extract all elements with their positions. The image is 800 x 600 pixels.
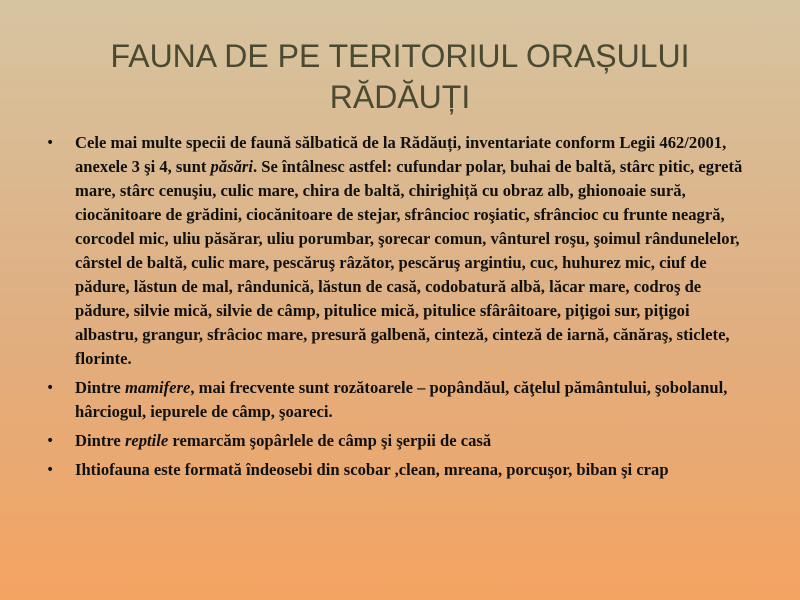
slide-title [40, 36, 760, 118]
title-line-2: RĂDĂUȚI [329, 79, 471, 115]
bullet-icon: • [46, 135, 55, 151]
bullet-icon: • [46, 462, 55, 478]
bullet-text-after: . Se întâlnesc astfel: cufundar polar, buhai de baltă, stârc pitic, egretă mare, stârc cenuşiu, culic mare, chira de baltă, chirighiță cu obraz alb, ghionoaie sură, ciocănitoare de grădini, ciocănitoare de stejar, sfrâncioc roşiatic, sfrâncioc cu frunte neagră, corcodel mic, uliu păsărar, uliu porumbar, şorecar comun, vânturel roşu, şoimul rândunelelor, cârstel de baltă, culic mare, pescăruş râzător, pescăruş argintiu, cuc, huhurez mic, ciuf de pădure, lăstun de mal, rândunică, lăstun de casă, codobatură albă, lăcar mare, codroş de pădure, silvie mică, silvie de câmp, pitulice mică, pitulice sfârâitoare, piţigoi sur, piţigoi albastru, grangur, sfrâcioc mare, presură galbenă, cinteză, cinteză de iarnă, cănăraş, sticlete, florinte. [75, 157, 743, 368]
list-item [46, 458, 746, 482]
bullet-text-before: Dintre [75, 378, 125, 397]
bullet-icon: • [46, 380, 55, 396]
title-line-1: FAUNA DE PE TERITORIUL ORAȘULUI [110, 38, 690, 74]
list-item [46, 429, 746, 453]
list-item [46, 131, 746, 371]
bullet-text-italic: reptile [124, 431, 169, 450]
bullet-text-after: , mai frecvente sunt rozătoarele – popândăul, căţelul pământului, şobolanul, hârciogul, iepurele de câmp, şoareci. [75, 378, 728, 421]
bullet-text-before: Dintre [75, 431, 125, 450]
bullet-text-before: Ihtiofauna este formată îndeosebi din scobar ,clean, mreana, porcuşor, biban şi crap [75, 460, 669, 479]
bullet-text-after: remarcăm şopârlele de câmp şi şerpii de casă [168, 431, 492, 450]
bullet-icon: • [46, 433, 55, 449]
bullet-text-italic: păsări [210, 157, 253, 176]
bullet-text-before: Cele mai multe specii de faună sălbatică de la Rădăuți, inventariate conform Legii 462/2001, anexele 3 şi 4, sunt [75, 133, 727, 176]
bullet-text-italic: mamifere [124, 378, 191, 397]
bullet-list [46, 131, 746, 487]
list-item [46, 376, 746, 424]
